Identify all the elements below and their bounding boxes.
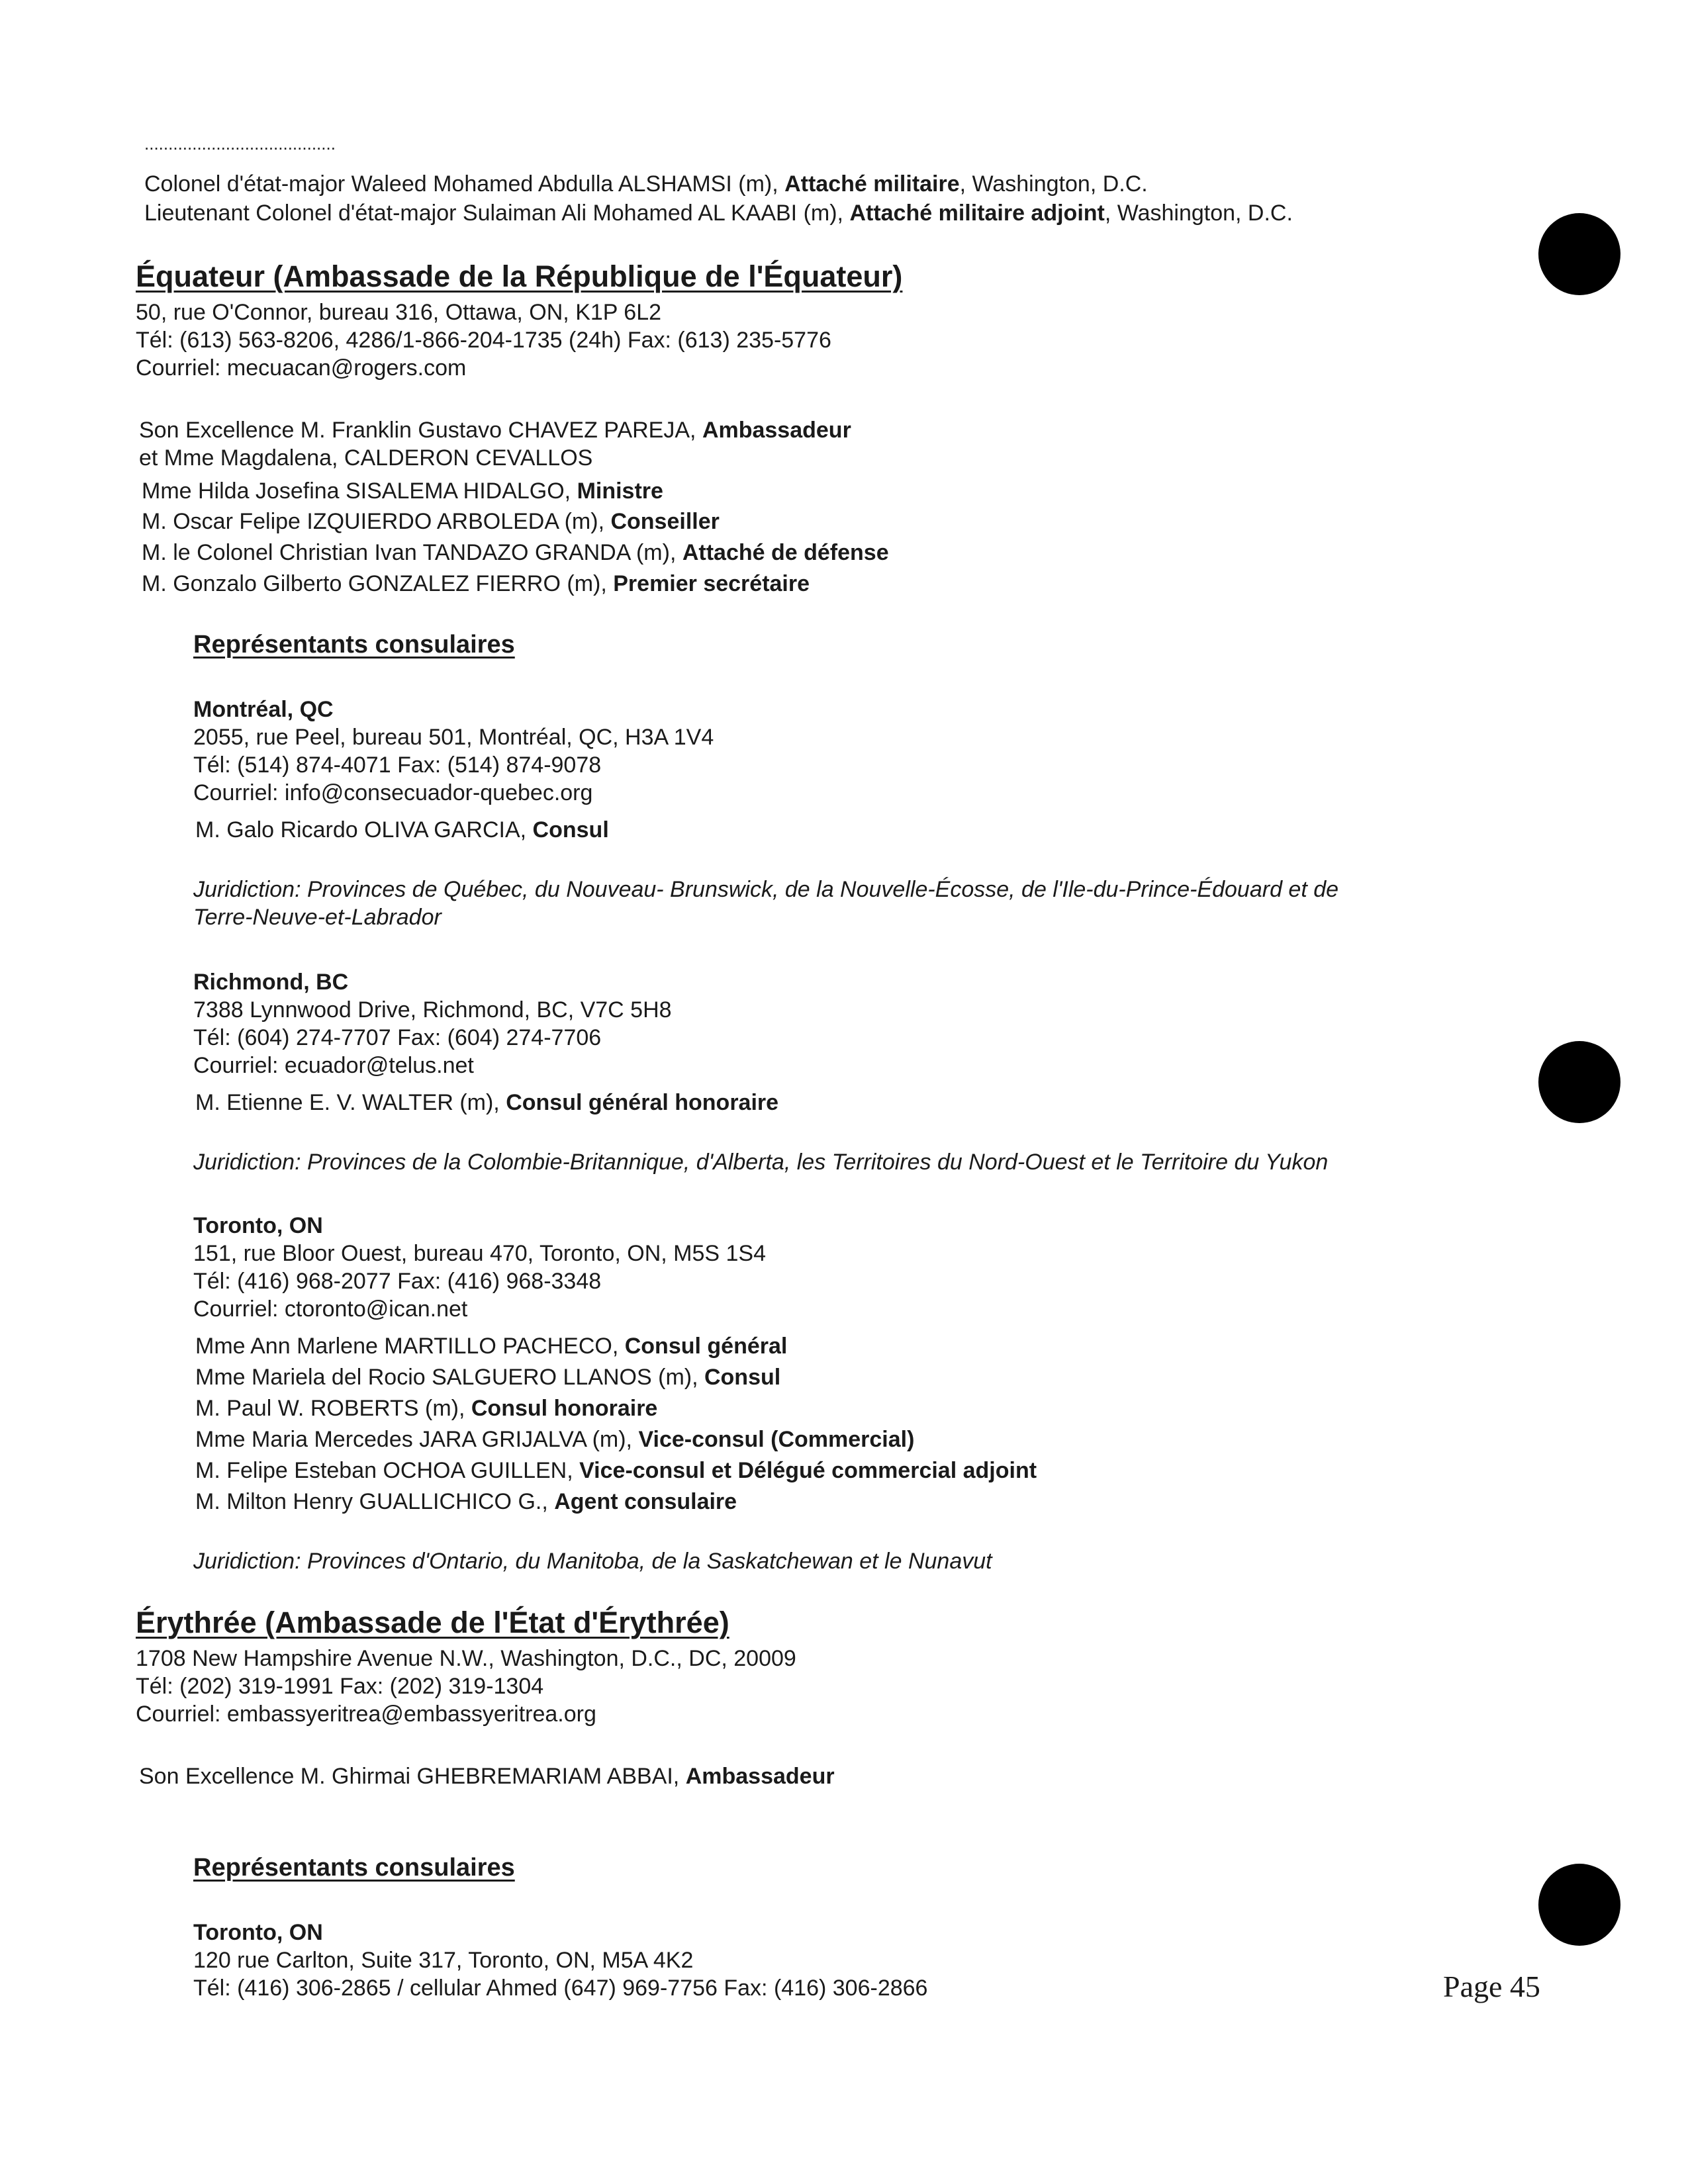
- eritrea-address: 1708 New Hampshire Avenue N.W., Washington, D.C., DC, 20009: [136, 1646, 796, 1671]
- consulate-city: Richmond, BC: [193, 970, 349, 995]
- consulate-address: 2055, rue Peel, bureau 501, Montréal, QC, H3A 1V4: [193, 725, 714, 750]
- ecuador-email: Courriel: mecuacan@rogers.com: [136, 355, 467, 381]
- consular-heading: Représentants consulaires: [193, 1854, 515, 1882]
- consulate-phone: Tél: (416) 306-2865 / cellular Ahmed (647) 969-7756 Fax: (416) 306-2866: [193, 1976, 928, 2001]
- consulate-email: Courriel: ecuador@telus.net: [193, 1053, 474, 1078]
- staff-role: Consul: [704, 1365, 781, 1390]
- staff-role: Ambassadeur: [685, 1764, 835, 1789]
- staff-line: M. Paul W. ROBERTS (m), Consul honoraire: [195, 1396, 658, 1421]
- consulate-city: Toronto, ON: [193, 1920, 323, 1945]
- consulate-city: Toronto, ON: [193, 1213, 323, 1238]
- staff-role: Consul général honoraire: [506, 1090, 779, 1115]
- punch-hole: [1538, 1041, 1620, 1123]
- consulate-address: 151, rue Bloor Ouest, bureau 470, Toronto, ON, M5S 1S4: [193, 1241, 766, 1266]
- staff-line: Colonel d'état-major Waleed Mohamed Abdulla ALSHAMSI (m), Attaché militaire, Washington, D.C.: [144, 171, 1148, 197]
- staff-line: M. Oscar Felipe IZQUIERDO ARBOLEDA (m), Conseiller: [142, 509, 720, 534]
- staff-role: Consul honoraire: [471, 1396, 658, 1421]
- staff-role: Agent consulaire: [554, 1489, 737, 1514]
- ecuador-address: 50, rue O'Connor, bureau 316, Ottawa, ON, K1P 6L2: [136, 300, 662, 325]
- consulate-address: 120 rue Carlton, Suite 317, Toronto, ON, M5A 4K2: [193, 1948, 694, 1973]
- eritrea-phone: Tél: (202) 319-1991 Fax: (202) 319-1304: [136, 1674, 544, 1699]
- eritrea-heading: Érythrée (Ambassade de l'État d'Érythrée): [136, 1606, 729, 1639]
- staff-role: Conseiller: [610, 509, 720, 534]
- staff-line: M. Etienne E. V. WALTER (m), Consul général honoraire: [195, 1090, 779, 1115]
- consulate-address: 7388 Lynnwood Drive, Richmond, BC, V7C 5H8: [193, 997, 672, 1023]
- staff-line: M. Felipe Esteban OCHOA GUILLEN, Vice-consul et Délégué commercial adjoint: [195, 1458, 1037, 1483]
- staff-role: Vice-consul et Délégué commercial adjoint: [579, 1458, 1037, 1483]
- consulate-city: Montréal, QC: [193, 697, 334, 722]
- jurisdiction: Juridiction: Provinces d'Ontario, du Manitoba, de la Saskatchewan et le Nunavut: [193, 1549, 992, 1574]
- staff-line: Mme Ann Marlene MARTILLO PACHECO, Consul général: [195, 1334, 788, 1359]
- staff-role: Vice-consul (Commercial): [638, 1427, 915, 1452]
- eritrea-email: Courriel: embassyeritrea@embassyeritrea.org: [136, 1702, 596, 1727]
- staff-line: M. Galo Ricardo OLIVA GARCIA, Consul: [195, 817, 609, 842]
- staff-line: et Mme Magdalena, CALDERON CEVALLOS: [139, 445, 593, 471]
- staff-line: Son Excellence M. Franklin Gustavo CHAVEZ PAREJA, Ambassadeur: [139, 418, 851, 443]
- staff-role: Attaché militaire: [784, 171, 960, 197]
- staff-role: Attaché militaire adjoint: [849, 201, 1105, 226]
- consulate-phone: Tél: (416) 968-2077 Fax: (416) 968-3348: [193, 1269, 602, 1294]
- staff-role: Consul: [532, 817, 609, 842]
- consulate-email: Courriel: info@consecuador-quebec.org: [193, 780, 593, 805]
- punch-hole: [1538, 1864, 1620, 1946]
- consular-heading: Représentants consulaires: [193, 631, 515, 659]
- staff-line: Son Excellence M. Ghirmai GHEBREMARIAM ABBAI, Ambassadeur: [139, 1764, 835, 1789]
- punch-hole: [1538, 213, 1620, 295]
- ecuador-heading: Équateur (Ambassade de la République de l'Équateur): [136, 259, 903, 293]
- staff-line: M. Gonzalo Gilberto GONZALEZ FIERRO (m), Premier secrétaire: [142, 571, 810, 596]
- staff-line: M. Milton Henry GUALLICHICO G., Agent consulaire: [195, 1489, 737, 1514]
- staff-role: Consul général: [624, 1334, 788, 1359]
- consulate-phone: Tél: (514) 874-4071 Fax: (514) 874-9078: [193, 752, 602, 778]
- jurisdiction: Terre-Neuve-et-Labrador: [193, 905, 442, 930]
- jurisdiction: Juridiction: Provinces de Québec, du Nouveau- Brunswick, de la Nouvelle-Écosse, de l'Ile-du-Prince-Édouard et de: [193, 877, 1339, 902]
- staff-line: Mme Hilda Josefina SISALEMA HIDALGO, Ministre: [142, 478, 663, 504]
- staff-role: Ministre: [577, 478, 663, 504]
- staff-line: Lieutenant Colonel d'état-major Sulaiman Ali Mohamed AL KAABI (m), Attaché militaire adjoint, Washington, D.C.: [144, 201, 1293, 226]
- jurisdiction: Juridiction: Provinces de la Colombie-Britannique, d'Alberta, les Territoires du Nord-Ouest et le Territoire du Yukon: [193, 1150, 1329, 1175]
- staff-line: Mme Maria Mercedes JARA GRIJALVA (m), Vice-consul (Commercial): [195, 1427, 915, 1452]
- consulate-phone: Tél: (604) 274-7707 Fax: (604) 274-7706: [193, 1025, 602, 1050]
- ecuador-phone: Tél: (613) 563-8206, 4286/1-866-204-1735 (24h) Fax: (613) 235-5776: [136, 328, 831, 353]
- staff-line: Mme Mariela del Rocio SALGUERO LLANOS (m), Consul: [195, 1365, 781, 1390]
- staff-role: Attaché de défense: [682, 540, 889, 565]
- staff-line: M. le Colonel Christian Ivan TANDAZO GRANDA (m), Attaché de défense: [142, 540, 889, 565]
- page-number: Page 45: [1443, 1970, 1540, 2003]
- staff-role: Premier secrétaire: [613, 571, 810, 596]
- top-separator: ........................................: [144, 134, 336, 154]
- consulate-email: Courriel: ctoronto@ican.net: [193, 1297, 468, 1322]
- staff-role: Ambassadeur: [702, 418, 851, 443]
